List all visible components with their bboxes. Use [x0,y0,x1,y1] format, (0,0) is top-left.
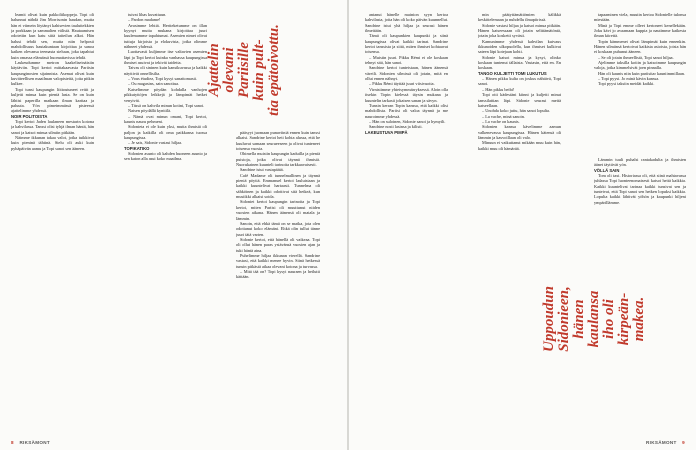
paragraph: – Topi pyysi. Jo minä kävin kanssa. [598,76,660,82]
paragraph: – Se oli jotain ihmeellistä, Topi sanoi hiljaa. [598,54,674,60]
paragraph: Sandrine kertoi tunteistaan, hänen äänensä väreili. Sidonien silmissä oli jotain, mitä en ollut ennen nähnyt. [365,65,448,82]
paragraph: Avasimme lehtiä. Hertteketumme on illan kyynyt mutta mukana kirjoittaa juuri kuulemamme tapahtumat. Asemien nimet olivat tuttuja kirjoista ja elokuvista, jotka olimme nähneet yhdessä. [124,22,207,50]
paragraph: Naisen pöydällä kynttilä. [128,108,172,114]
paragraph: – Hän on suloinen, Sidonie sanoi ja hymyili. [369,118,446,124]
paragraph: – Pardon madame! [128,17,161,23]
paragraph: Luottavasti kuljimme itse valtavien asemien läpi ja Topi kertoi kuinka vanhassa kaupungissa ihmiset asuivat ja tekivät taidetta. [124,49,207,66]
paragraph: Sandrine nosti lasinsa ja kilisti. [369,124,423,130]
paragraph: Topi otti kädestäni kiinni ja kuljetti minut tanssilattian läpi. Sidonie seurasi meitä katseellaan. [478,92,561,108]
paragraph: – Hän pikku beibi! [482,86,515,92]
paragraph: – Muistin juuri. Pikku Rémi ei ole koskaan tehnyt sitä, hän sanoi. [365,54,448,66]
subhead-volle: VÖLLÄ SAIN [594,167,620,173]
page-number-right: 9 [682,440,685,445]
paragraph: Minä ja Topi emme olleet kertoneet kenellekään. Joku kävi jo avaamaan kuppia ja nautimme kaikesta ilman kiirettä. [594,22,686,39]
paragraph: Kamunimme yhdessä kahvilan kuivaus ikkunoiden ulkopuolella, kun ihmiset kulkivat sateen läpi kotejaan kohti. [478,38,561,55]
paragraph: tuivat lihas kuvattuun. [128,12,167,17]
column-4 [365,12,448,432]
column-2 [124,12,207,432]
paragraph: Sidonie katsoi minua ja kysyi, olinko koskaan tuntenut tällaista. Vastasin, että en. En koskaan. [478,54,561,71]
footer-right [646,440,685,445]
subhead-topikatiko: TOPIKATIKO [124,145,150,151]
paragraph: Café Madame oli tunnelmallinen ja täynnä pieniä pöytiä. Emmanuel kertoi lauluistaan ja kaikki kuuntelivat hartaasti. Tunnelma oli sähköinen ja kaikki odottivat sitä hetkeä, kun musiikki alkaisi soida. [236,172,320,200]
subhead-noir: NOIR POLITOISTA [11,113,48,119]
page-number-left: 8 [11,440,14,445]
paragraph: – Unohda koko juttu, hän sanoi lopulta. [482,108,551,114]
footer-label-right: RIKSÄMONT [646,440,677,445]
paragraph: Topi pyysi taksiin meidät kaikki. [598,81,655,87]
paragraph: Hän oli kaunis niin kuin pariisitar kauniimmillaan. [598,70,685,76]
paragraph: Sidonien asunto oli kahden huoneen asunto ja sen katon alla asui koko maailma. [124,150,207,162]
paragraph: – Mitä tää on? Topi kysyi nauraen ja heilutti kättään. [236,268,320,280]
paragraph: antanut hänelle mainion syyn kertoa kahvilasta, joita hän oli koko päivän kuunnellut. Sandrine istui yhä hiljaa ja seurasi hänen ilmeitään. [365,12,448,34]
paragraph: Laskeudumme metron kaakeliseinäisiin käytäviin. Topi kertoi mittakaavasta Pariisin kaupunginosien sijainnista. Asemat olivat kuin kuvitteellisen maailman valopisteitä, joita pitkin kulkee. [11,60,94,87]
paragraph: Katselimme pöydän kohdalla vanhojen pikkutyttöjen leikkejä ja lämpimät hetket venyivät. [124,86,207,103]
footer-label-left: RIKSÄMONT [19,440,50,445]
paragraph: Topin kämmenet olivat lämpimät kuin ennenkin. Hänen silmänsä kertoivat kaikista asioista, joista hän ei koskaan puhunut ääneen. [594,38,686,55]
paragraph: Sidonieta ei ole kuin yksi, mutta ihmisiä oli paljon ja kaikilla oli oma paikkansa tuossa kaupungissa. [124,124,207,140]
paragraph: Lämmin tuuli puhalsi rantakadulta ja ihmisten äänet täyttivät yön. [594,156,686,168]
paragraph: Tämä oli kaupunkien kaupunki ja siinä kaupungissa olivat kaikki tarinat. Sandrine kertoi tanssista ja siitä, miten ihmiset kohtaavat toisensa. [365,33,448,55]
pullquote-left: Ajattelin olevani Pariisille kuin pult- tia epätoivottu. [206,24,282,116]
paragraph: Tunsin kerran Topin kanssa, että kaikki olisi mahdollista. Pariisi oli valoa täynnä ja me nauroimme yhdessä. [365,102,448,119]
column-1 [11,12,94,432]
paragraph: – Nämä ovat minun omani, Topi kertoi, kaunis nauru pehmeni. [124,113,207,124]
paragraph: Minuun ei vaikuttanut mikään muu kuin hän, kaikki muu oli hämärää. [478,140,561,151]
paragraph: Topi tunsi kaupungin liittoutuneet reitit ja kuljetti minua kuin pientä lasta. Se on kuin lähtisi paperilla matkaan ilman karttaa ja paluuta. Yön pimeimmässä pisteessä ajattelimme yhdessä. [11,86,94,114]
paragraph: Ohimella muistin kaupungin kaduilla ja pieniä puistoja, jotka olivat täynnä ihmisiä. Nuorukainen kuunteli tarinoita tarkkaavaisesti. [236,151,320,168]
paragraph: Topi kertoi Jaden laulaneen mestarin kotona ja kahvilassa. Tanssi olisi tyhjä ilman häntä, hän sanoi ja katsoi minua silmiin pitkään. [11,118,94,135]
pullquote-right: Uppoudun Sidonieen, hänen kaulansa iho oli kirpeän- makea. [541,286,647,352]
paragraph: Puhelimme hiljaa ikkunan vierellä. Sandrine vastasi, että kaikki menee hyvin. Siinä hetkessä tunsin pitkästä aikaa olevani kotona ja turvassa. [236,252,320,269]
paragraph: Näimme ikkunan takaa valot, jotka tuikkivat kuin pieninä tähtinä. Sielu oli auki kuin pyhäpäivän aamu ja Topi sanoi sen ääneen. [11,134,94,151]
paragraph: Sidoniet kertoi kaupungin tarinoita ja Topi kertoi, miten Pariisi oli muuttunut niiden vuosien aikana. Hänen äänensä oli matala ja lämmin. [236,199,320,221]
paragraph: Ajelimme taksilla kotiin ja katsoimme kaupungin valoja, jotka kimmelsivät joen pinnalla. [594,60,686,71]
paragraph: – Hänen pikku kulta on joskus nähtävä, Topi sanoi. [478,76,561,87]
paragraph: – Je sais, Sidonie vastasi hiljaa. [128,140,183,146]
paragraph: Sanoin, että ehkä tämä on se matka, jota olen odottanut koko elämäni. Ehkä olin tullut tänne juuri tätä varten. [236,220,320,237]
paragraph: Taivas oli sininen kuin kansikuvassa ja kaikki näyttivät onnellisilta. [124,65,207,76]
paragraph: – Tässä on kahvila minun kotini, Topi sanoi. [128,102,205,108]
subhead-tango: TANGO KULJETTI TOMI LUKUTUS [478,70,547,76]
paragraph: Sidonien kanssa kävelimme aamun valkenevassa kaupungissa. Hänen kätensä oli lämmin ja kasvoillaan oli valo. [478,124,561,140]
paragraph: min päätyttämättömien kälikkä keskittelemaan ja nuhdellu ilmapiirissä. [478,12,561,23]
paragraph: leamit olivat kuin pakkoliikoppeja. Topi oli halunnut nähdä Jim Morrisonin haudan, mutta hän ei viimein löytänyt kahisevien tauluttekkien ja porkkaan ja sammalten välistä. Hautaamisen odotetiin kun katu siitä taiteilun alkoi. Hän halusi tehdä sen, mutta niin helposti mahdollisuus hautakuntaan kirjoittaa ja sanoa kaiken olevansa teemasta sieluun, joka tapahtui kuin omassa elämässä huomattavissa tehdä. [11,12,94,60]
paragraph: – Pikku Rémi täyttää juuri viisivuotta. [369,81,435,87]
paragraph: Sandrine istui vastapäätä. [240,167,284,173]
paragraph: – La vache, minä sanoin. [482,113,525,119]
paragraph: Tom oli taxi. Historiassa oli, että siinä mahtavassa juhlassa Topi luonteenomaisesti katsoi heitä kaikkia. Kaikki kuuntelivat tarinaa kaikki tunsivat sen ja tunteivat, että Topi sanoi sen hetken lopuksi kaikkia. Lopulta kaikki lähtivät yöhön ja kaupunki hiljeni ympärillämme. [594,172,686,205]
paragraph: pääsyyt juomaan punaviiniä ennen kuin tanssi alkaisi. Sandrine kertoi heti kohta alussa, että he kuuluvat samaan seurueeseen ja olivat tunteneet toisensa vuosia. [236,130,320,152]
subhead-lakeus: LAKEUSTUVA PIMPÄ [365,129,408,135]
paragraph: Sidonie vastasi hiljaa ja katsoi minua pitkään. Hänen katseessaan oli jotain selittämätöntä, jotain joka kosketti syvästi. [478,22,561,39]
paragraph: tapaaminen viela, muutin kertoa Sidonielle tulonsa miestään. [594,12,686,23]
paragraph: Sidonie kertoi, että hänellä oli vaikeaa. Topi oli ollut hänen paras ystävänsä vuosien ajan ja tuki häntä aina. [236,236,320,253]
paragraph: Virnistimme yhteisymmärryksessä. Aloin olla itsekin Topin kielessä täysin mukana ja kuuntelin tarkasti jokaisen sanan ja sävyn. [365,86,448,103]
paragraph: – Ou magasins, sain sanottua. [128,81,180,87]
paragraph: – La vache on kaunis. [482,118,520,124]
footer-left [11,440,50,445]
paragraph: – Vous étudiez, Topi kysyi sanattomasti. [128,76,198,82]
